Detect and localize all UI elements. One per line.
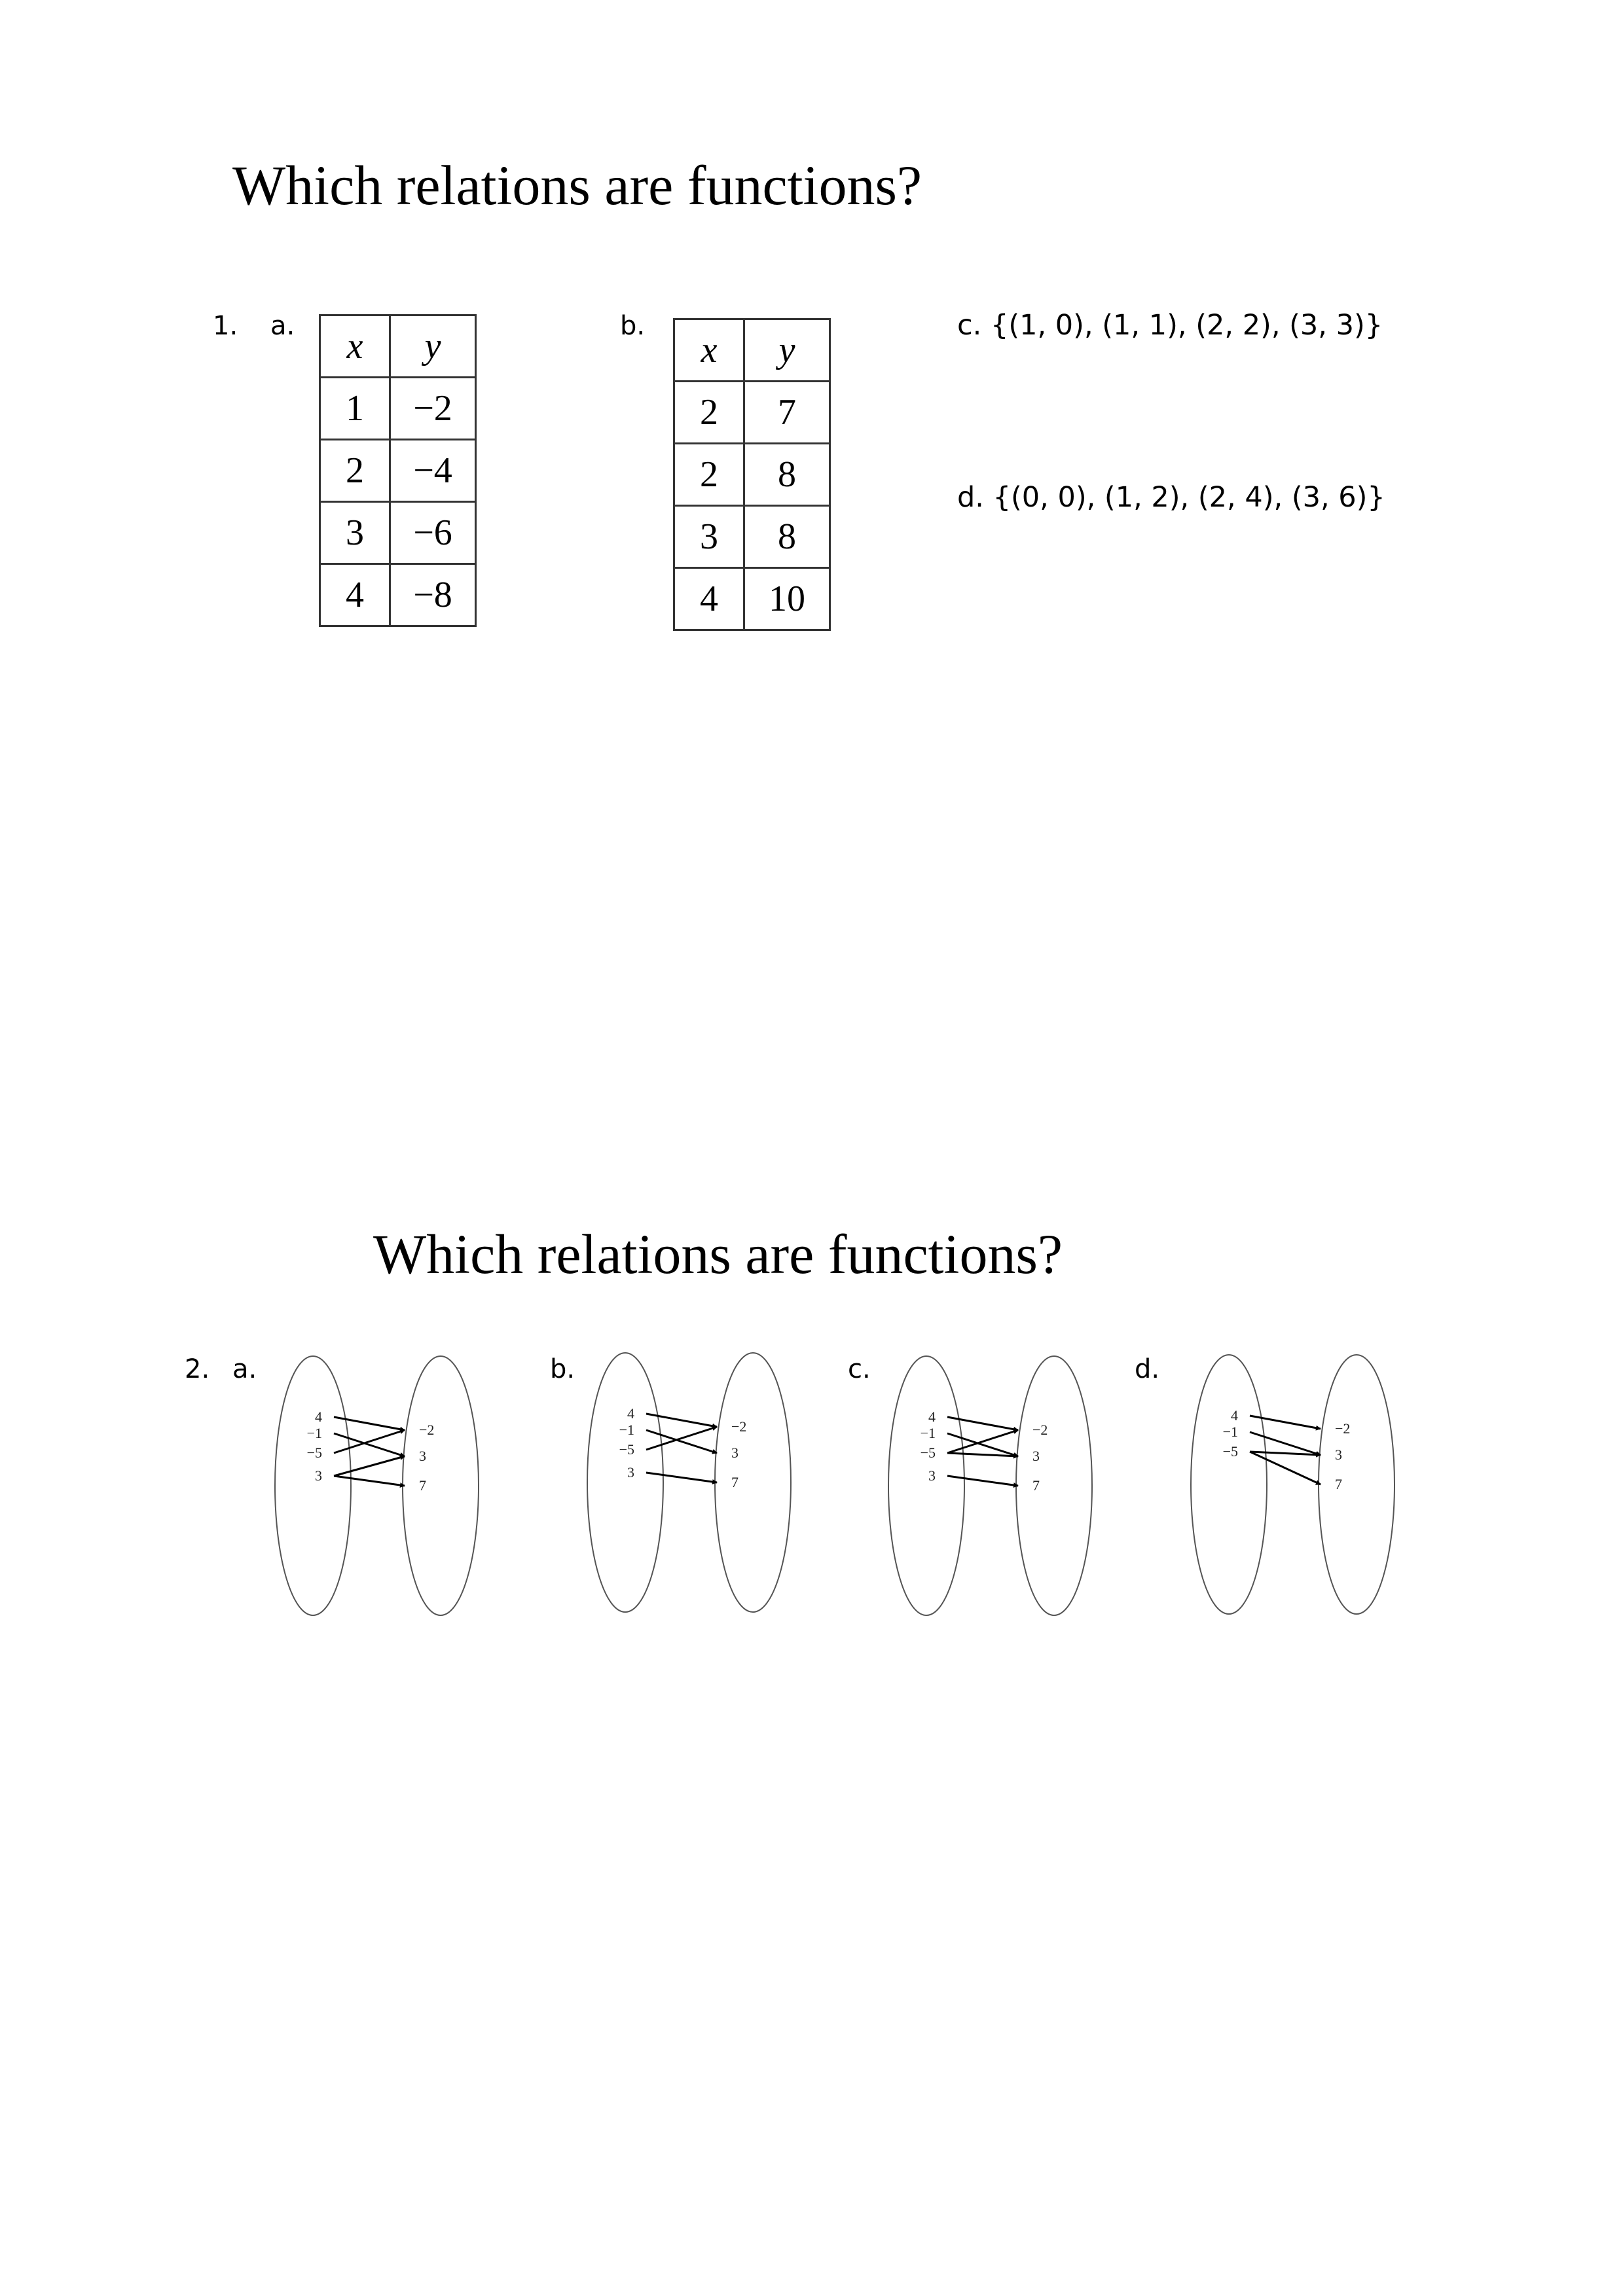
mapping-arrow [646,1430,717,1453]
diagram-c-label: c. [848,1354,871,1384]
domain-value: 4 [928,1408,936,1425]
range-value: 3 [1335,1446,1342,1463]
diagram-a-label: a. [232,1354,257,1384]
domain-value: −1 [619,1422,634,1438]
range-oval [1016,1356,1092,1615]
domain-oval [888,1356,964,1615]
table-row [320,502,476,564]
mapping-arrow [1250,1416,1321,1429]
mapping-diagram-c [887,1355,1123,1623]
range-value: −2 [1032,1422,1048,1438]
range-value: 3 [419,1448,426,1464]
mapping-arrow [1250,1452,1321,1484]
diagram-d-label: d. [1135,1354,1160,1384]
mapping-diagram-a [274,1355,509,1623]
range-value: 7 [1032,1477,1040,1494]
table-cell-x: 4 [320,564,390,626]
table-cell-y: 8 [744,506,830,568]
mapping-arrow [646,1427,717,1450]
range-value: 7 [419,1477,426,1494]
mapping-arrow [334,1417,405,1430]
mapping-arrow [947,1430,1018,1453]
mapping-arrow [334,1476,405,1486]
problem1a-table [319,314,477,627]
mapping-arrow [334,1433,405,1456]
domain-value: −5 [619,1441,634,1458]
range-oval [1319,1355,1395,1614]
table-row [674,568,830,630]
table-cell-y: −8 [390,564,476,626]
range-value: 7 [1335,1476,1342,1492]
mapping-diagram-d [1190,1354,1425,1622]
problem1d-set: d. {(0, 0), (1, 2), (2, 4), (3, 6)} [957,481,1385,514]
problem1-number: 1. [213,311,238,341]
table-header-y: y [744,319,830,382]
problem2-number: 2. [185,1354,210,1384]
domain-value: −1 [920,1425,936,1441]
table-header-row [674,319,830,382]
table-header-row [320,315,476,378]
table-cell-x: 2 [674,444,744,506]
table-cell-y: 10 [744,568,830,630]
table-header-x: x [674,319,744,382]
table-row [674,382,830,444]
table-row [320,378,476,440]
mapping-arrow [646,1414,717,1427]
domain-value: −1 [306,1425,322,1441]
domain-value: 4 [627,1405,634,1422]
table-cell-x: 4 [674,568,744,630]
table-cell-x: 2 [674,382,744,444]
table-cell-y: 7 [744,382,830,444]
problem1b-label: b. [620,311,646,341]
problem1c-set: c. {(1, 0), (1, 1), (2, 2), (3, 3)} [957,309,1383,342]
table-cell-x: 3 [320,502,390,564]
mapping-diagram-b [586,1352,822,1620]
table-cell-x: 3 [674,506,744,568]
mapping-arrow [646,1473,717,1482]
table-cell-y: −4 [390,440,476,502]
range-value: 3 [731,1444,739,1461]
range-value: 3 [1032,1448,1040,1464]
mapping-arrow [947,1476,1018,1486]
range-value: −2 [1335,1420,1351,1437]
table-cell-y: −2 [390,378,476,440]
table-header-y: y [390,315,476,378]
domain-value: −5 [306,1444,322,1461]
table-cell-y: −6 [390,502,476,564]
table-header-x: x [320,315,390,378]
domain-value: −5 [1222,1443,1238,1460]
domain-value: 3 [315,1467,322,1484]
domain-value: 3 [928,1467,936,1484]
range-value: −2 [731,1418,747,1435]
range-value: −2 [419,1422,435,1438]
domain-value: 4 [315,1408,322,1425]
section2-heading: Which relations are functions? [373,1223,1063,1285]
domain-oval [587,1353,663,1612]
table-row [674,506,830,568]
domain-value: −1 [1222,1424,1238,1440]
range-value: 7 [731,1474,739,1490]
problem1a-label: a. [270,311,295,341]
mapping-arrow [947,1417,1018,1430]
diagram-b-label: b. [550,1354,575,1384]
table-cell-x: 2 [320,440,390,502]
domain-value: 4 [1231,1407,1238,1424]
range-oval [403,1356,479,1615]
domain-oval [275,1356,351,1615]
domain-value: 3 [627,1464,634,1480]
domain-oval [1191,1355,1267,1614]
domain-value: −5 [920,1444,936,1461]
problem1b-table [673,318,831,631]
table-row [320,440,476,502]
table-cell-y: 8 [744,444,830,506]
section1-heading: Which relations are functions? [232,154,922,217]
table-row [674,444,830,506]
table-row [320,564,476,626]
mapping-arrow [334,1456,405,1476]
range-oval [715,1353,791,1612]
table-cell-x: 1 [320,378,390,440]
mapping-arrow [334,1430,405,1453]
